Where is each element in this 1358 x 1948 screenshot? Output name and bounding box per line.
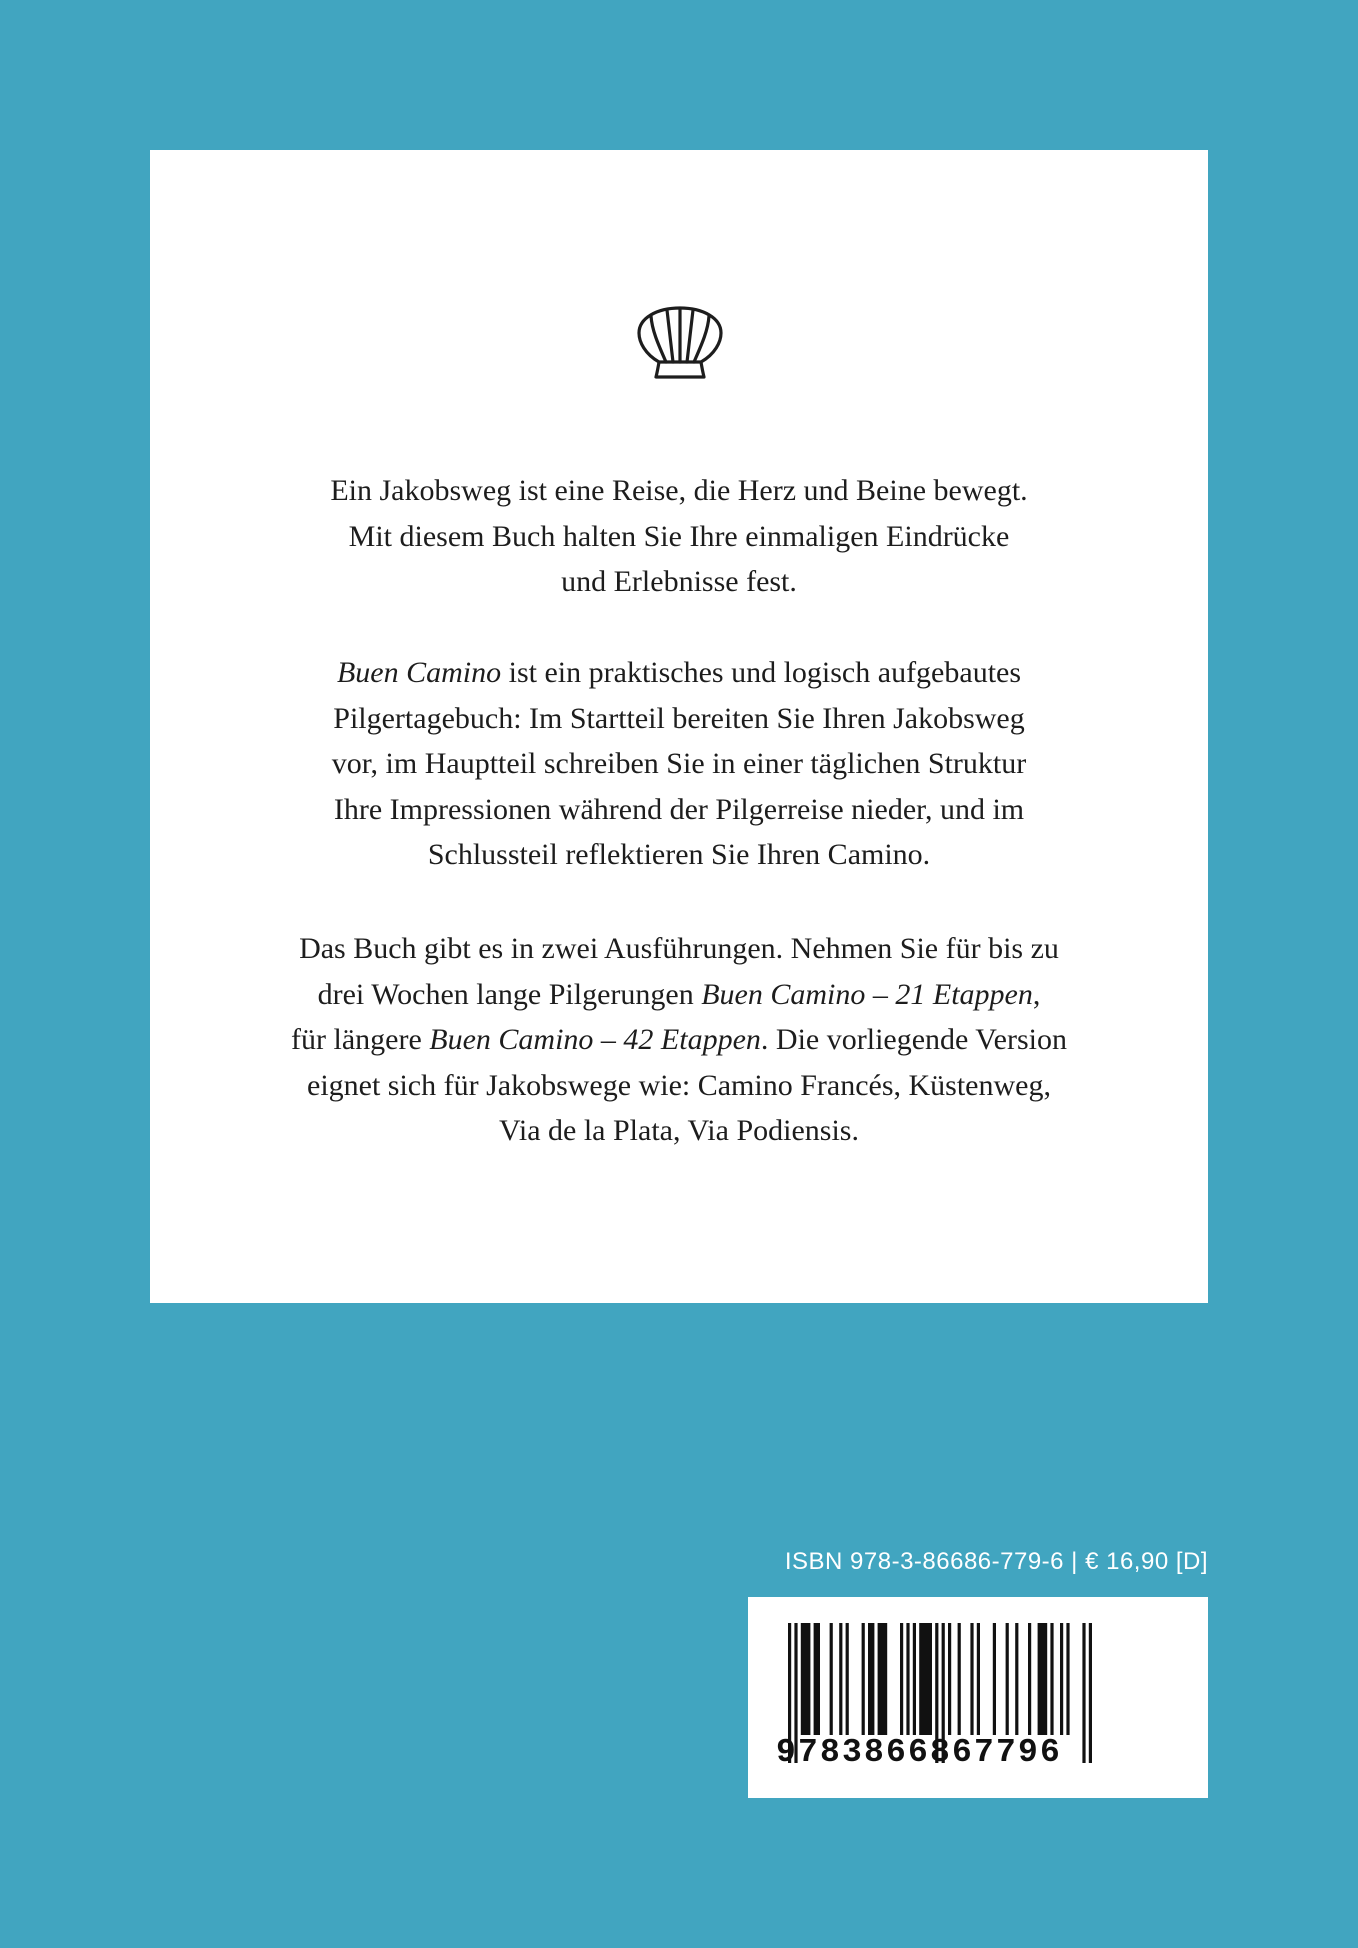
text-fragment: drei Wochen lange Pilgerungen — [317, 977, 702, 1011]
barcode-bar — [839, 1623, 842, 1735]
barcode-bar — [993, 1623, 996, 1735]
barcode-bar — [1050, 1623, 1053, 1735]
barcode-digits: 9783866867796 — [776, 1734, 1063, 1771]
barcode-bar — [900, 1623, 903, 1735]
barcode — [748, 1597, 1208, 1798]
book-title-italic: Buen Camino – 42 Etappen — [429, 1023, 761, 1056]
text-line: und Erlebnisse fest. — [561, 565, 797, 598]
text-line: Ein Jakobsweg ist eine Reise, die Herz und Beine bewegt. — [330, 474, 1028, 507]
editions-paragraph — [190, 926, 1168, 1154]
barcode-bar — [906, 1623, 909, 1735]
barcode-bar — [862, 1623, 865, 1735]
barcode-bar — [830, 1623, 833, 1735]
barcode-bar — [977, 1623, 980, 1735]
barcode-bar — [1060, 1623, 1063, 1735]
text-line: Via de la Plata, Via Podiensis. — [499, 1114, 859, 1147]
text-line — [190, 972, 1168, 1018]
barcode-bar — [878, 1623, 888, 1735]
text-fragment: ist ein praktisches und logisch aufgebautes — [501, 656, 1022, 689]
text-line: Pilgertagebuch: Im Startteil bereiten Sie Ihren Jakobsweg — [333, 701, 1025, 735]
book-title-italic: Buen Camino — [336, 656, 502, 689]
barcode-bar — [868, 1623, 874, 1735]
barcode-bar — [1006, 1623, 1009, 1735]
text-line: Mit diesem Buch halten Sie Ihre einmaligen Eindrücke — [348, 519, 1010, 553]
text-fragment: , — [1032, 977, 1041, 1011]
barcode-bar — [919, 1623, 932, 1735]
barcode-bar — [970, 1623, 973, 1735]
text-line — [190, 1017, 1168, 1063]
barcode-bar — [913, 1623, 916, 1735]
barcode-bar — [948, 1623, 951, 1735]
barcode-bar — [814, 1623, 820, 1735]
scallop-shell-icon — [637, 306, 723, 380]
text-fragment: für längere — [291, 1023, 430, 1056]
barcode-bar — [1089, 1623, 1092, 1763]
intro-paragraph — [190, 468, 1168, 605]
barcode-bar — [846, 1623, 849, 1735]
text-line: Schlussteil reflektieren Sie Ihren Camino. — [427, 838, 931, 871]
text-line — [190, 650, 1168, 696]
barcode-bar — [801, 1623, 811, 1735]
text-fragment: . Die vorliegende Version — [760, 1023, 1067, 1056]
barcode-bar — [1066, 1623, 1069, 1735]
isbn-price-label: ISBN 978-3-86686-779-6 | € 16,90 [D] — [784, 1548, 1208, 1575]
barcode-bar — [1028, 1623, 1031, 1735]
structure-paragraph — [190, 650, 1168, 878]
text-line: Ihre Impressionen während der Pilgerreise nieder, und im — [333, 792, 1025, 826]
barcode-bar — [1015, 1623, 1018, 1735]
barcode-bar — [958, 1623, 961, 1735]
description-panel — [150, 150, 1208, 1303]
barcode-bar — [1038, 1623, 1048, 1735]
text-line: vor, im Hauptteil schreiben Sie in einer täglichen Struktur — [331, 747, 1027, 780]
text-line: eignet sich für Jakobswege wie: Camino Francés, Küstenweg, — [307, 1068, 1051, 1102]
book-title-italic: Buen Camino – 21 Etappen — [701, 977, 1033, 1011]
barcode-bar — [1082, 1623, 1085, 1763]
text-line: Das Buch gibt es in zwei Ausführungen. Nehmen Sie für bis zu — [299, 932, 1059, 965]
